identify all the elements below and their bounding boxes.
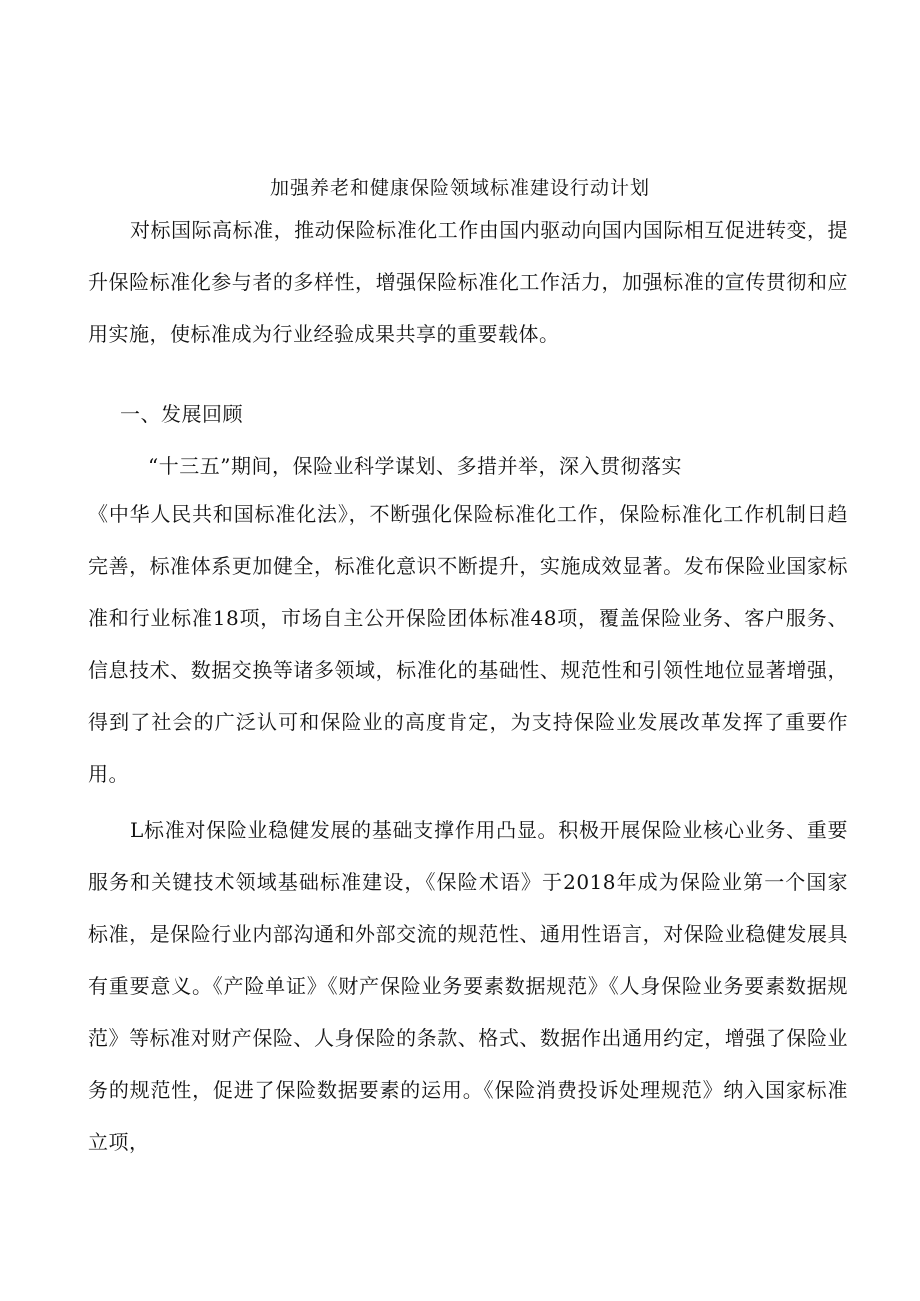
document-title: 加强养老和健康保险领域标准建设行动计划	[269, 177, 650, 199]
section1-paragraph1: 《中华人民共和国标准化法》，不断强化保险标准化工作，保险标准化工作机制日趋完善，标准体系更加健全，标准化意识不断提升，实施成效显著。发布保险业国家标准和行业标准18项，市场自主公开保险团体标准48项，覆盖保险业务、客户服务、信息技术、数据交换等诸多领域，标准化的基础性、规范性和引领性地位显著增强，得到了社会的广泛认可和保险业的高度肯定，为支持保险业发展改革发挥了重要作用。	[88, 502, 848, 786]
section1-paragraph2-text: L标准对保险业稳健发展的基础支撑作用凸显。积极开展保险业核心业务、重要服务和关键技术领域基础标准建设，《保险术语》于2018年成为保险业第一个国家标准，是保险行业内部沟通和外部交流的规范性、通用性语言，对保险业稳健发展具有重要意义。《产险单证》《财产保险业务要素数据规范》《人身保险业务要素数据规范》等标准对财产保险、人身保险的条款、格式、数据作出通用约定，增强了保险业务的规范性，促进了保险数据要素的运用。《保险消费投诉处理规范》纳入国家标准立项，	[88, 818, 848, 1154]
intro-text: 对标国际高标准，推动保险标准化工作由国内驱动向国内国际相互促进转变，提升保险标准化参与者的多样性，增强保险标准化工作活力，加强标准的宣传贯彻和应用实施，使标准成为行业经验成果共享的重要载体。	[88, 218, 848, 346]
section1-paragraph2	[88, 804, 848, 1168]
intro-paragraph	[88, 204, 848, 360]
section1-paragraph1-first-line: “十三五”期间，保险业科学谋划、多措并举，深入贯彻落实	[148, 454, 682, 478]
section-heading: 一、发展回顾	[120, 402, 243, 426]
